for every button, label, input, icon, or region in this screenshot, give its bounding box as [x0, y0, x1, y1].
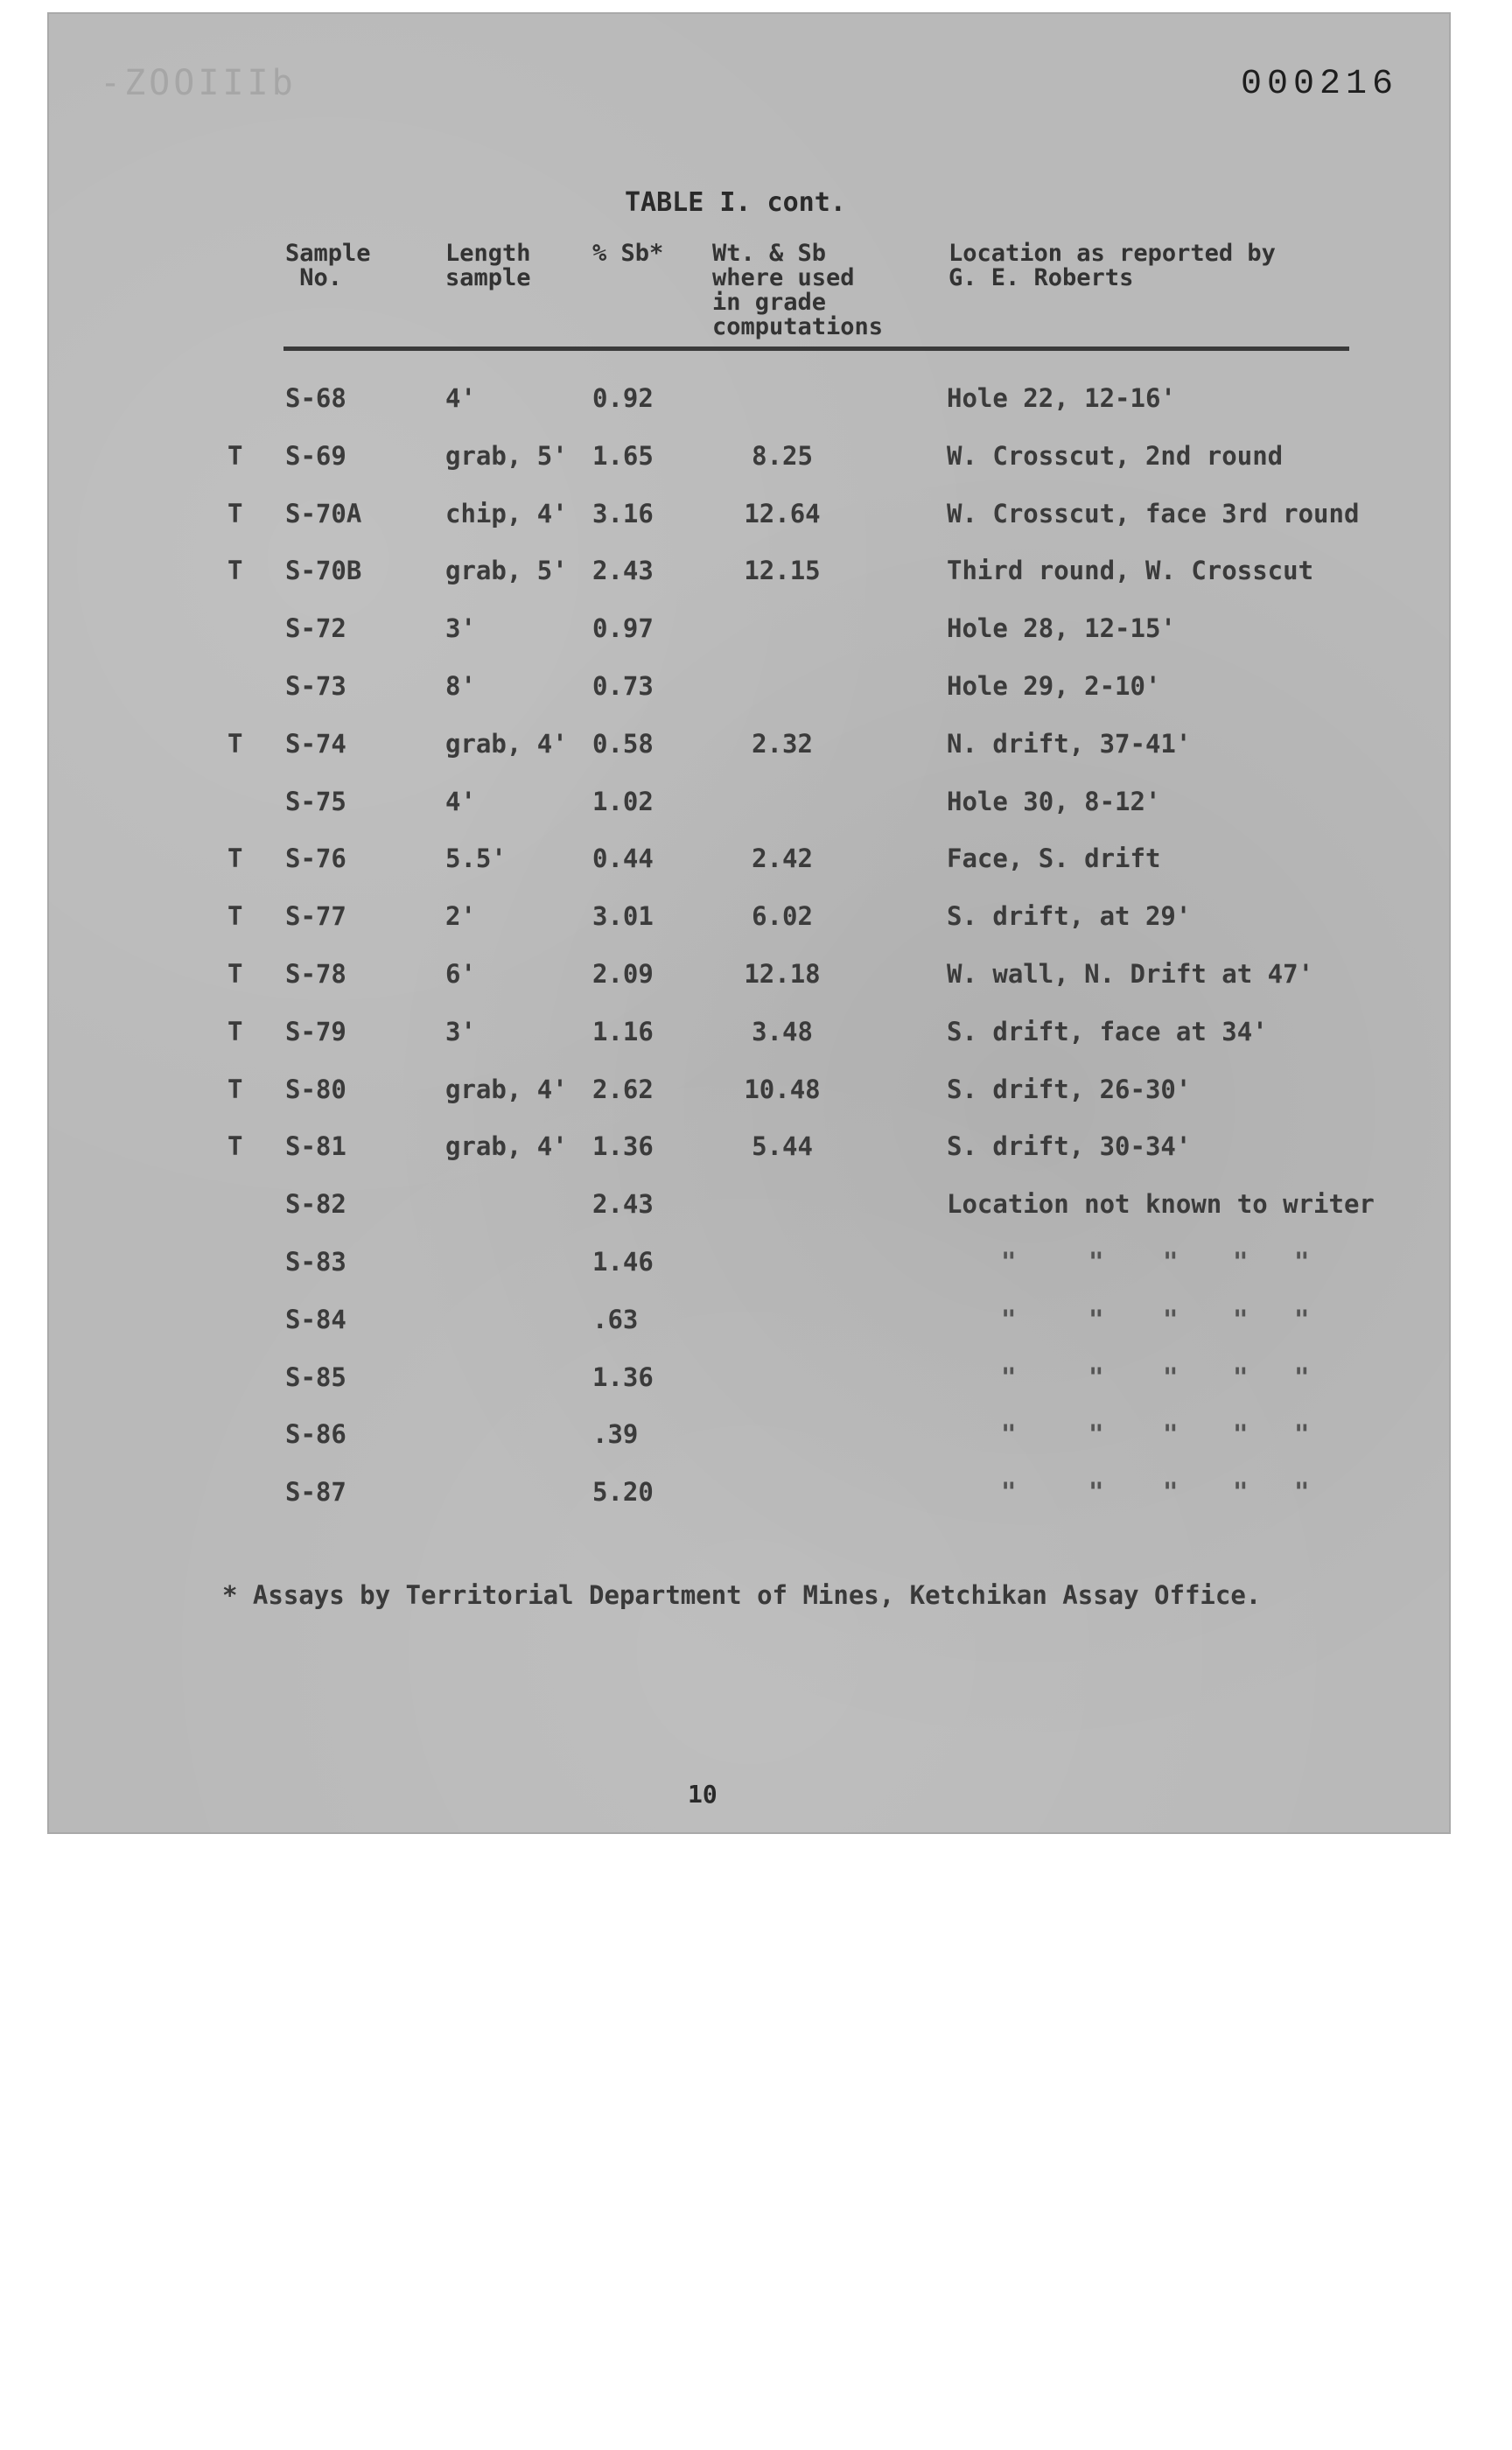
sample-number: S-75 [285, 786, 346, 816]
ditto-mark: " [1163, 1477, 1179, 1508]
sample-number: S-74 [285, 728, 346, 759]
percent-sb: 3.01 [592, 901, 654, 932]
table-row [47, 787, 1451, 822]
row-mark: T [228, 498, 243, 528]
ditto-mark: " [1088, 1304, 1104, 1334]
header-length-sample: Length sample [445, 240, 531, 291]
table-row [47, 613, 1451, 648]
percent-sb: 1.16 [592, 1016, 654, 1046]
percent-sb: 1.02 [592, 786, 654, 816]
wt-sb: 12.18 [744, 959, 821, 989]
ditto-mark: " [1294, 1304, 1310, 1334]
ditto-mark: " [1088, 1419, 1104, 1450]
length-sample: chip, 4' [445, 498, 568, 528]
percent-sb: 5.20 [592, 1477, 654, 1508]
sample-number: S-83 [285, 1247, 346, 1277]
wt-sb: 2.32 [752, 728, 813, 759]
table-row [47, 499, 1451, 534]
sample-number: S-68 [285, 383, 346, 413]
sample-number: S-70A [285, 498, 362, 528]
sample-number: S-85 [285, 1362, 346, 1392]
table-row [47, 959, 1451, 994]
location: S. drift, face at 34' [947, 1016, 1268, 1046]
ditto-mark: " [1001, 1247, 1017, 1277]
length-sample: 5.5' [445, 844, 507, 874]
sample-number: S-80 [285, 1074, 346, 1104]
ditto-mark: " [1163, 1247, 1179, 1277]
length-sample: 3' [445, 1016, 476, 1046]
table-title: TABLE I. cont. [625, 187, 846, 218]
ditto-mark: " [1088, 1477, 1104, 1508]
ditto-mark: " [1233, 1477, 1249, 1508]
percent-sb: 0.73 [592, 671, 654, 701]
document-number: 000216 [1240, 65, 1398, 104]
location: W. Crosscut, face 3rd round [947, 498, 1360, 528]
wt-sb: 6.02 [752, 901, 813, 932]
length-sample: grab, 5' [445, 440, 568, 471]
row-mark: T [228, 556, 243, 586]
percent-sb: 2.62 [592, 1074, 654, 1104]
wt-sb: 10.48 [744, 1074, 821, 1104]
length-sample: 2' [445, 901, 476, 932]
table-row [47, 1419, 1451, 1454]
page-number: 10 [688, 1780, 718, 1809]
header-rule [284, 346, 1349, 351]
table-row [47, 1074, 1451, 1110]
sample-number: S-76 [285, 844, 346, 874]
percent-sb: 1.36 [592, 1362, 654, 1392]
table-row [47, 671, 1451, 706]
sample-number: S-82 [285, 1189, 346, 1220]
percent-sb: 1.46 [592, 1247, 654, 1277]
ditto-mark: " [1001, 1419, 1017, 1450]
ditto-mark: " [1294, 1419, 1310, 1450]
percent-sb: 0.97 [592, 613, 654, 644]
ditto-mark: " [1163, 1304, 1179, 1334]
sample-number: S-73 [285, 671, 346, 701]
row-mark: T [228, 901, 243, 932]
wt-sb: 2.42 [752, 844, 813, 874]
ditto-mark: " [1001, 1304, 1017, 1334]
length-sample: 6' [445, 959, 476, 989]
table-row [47, 844, 1451, 878]
row-mark: T [228, 440, 243, 471]
location: S. drift, at 29' [947, 901, 1192, 932]
length-sample: 8' [445, 671, 476, 701]
header-percent-sb: % Sb* [592, 240, 664, 267]
faint-header-mark: -ZOOIIIb [100, 63, 297, 103]
table-row [47, 1477, 1451, 1512]
sample-number: S-81 [285, 1131, 346, 1162]
ditto-mark: " [1233, 1304, 1249, 1334]
table-row [47, 901, 1451, 936]
footnote: * Assays by Territorial Department of Mines, Ketchikan Assay Office. [222, 1580, 1262, 1610]
ditto-mark: " [1163, 1362, 1179, 1392]
ditto-mark: " [1233, 1419, 1249, 1450]
location: Hole 29, 2-10' [947, 671, 1161, 701]
percent-sb: 1.65 [592, 440, 654, 471]
header-sample-no: Sample No. [285, 240, 371, 291]
row-mark: T [228, 728, 243, 759]
table-row [47, 441, 1451, 476]
row-mark: T [228, 1016, 243, 1046]
location: W. wall, N. Drift at 47' [947, 959, 1314, 989]
row-mark: T [228, 959, 243, 989]
document-page [47, 12, 1451, 1834]
wt-sb: 3.48 [752, 1016, 813, 1046]
location: Hole 22, 12-16' [947, 383, 1176, 413]
percent-sb: 3.16 [592, 498, 654, 528]
table-row [47, 1362, 1451, 1397]
percent-sb: 2.09 [592, 959, 654, 989]
sample-number: S-87 [285, 1477, 346, 1508]
sample-number: S-78 [285, 959, 346, 989]
header-wt-sb: Wt. & Sb where used in grade computations [712, 240, 884, 340]
ditto-mark: " [1233, 1247, 1249, 1277]
ditto-mark: " [1233, 1362, 1249, 1392]
location: Hole 30, 8-12' [947, 786, 1161, 816]
ditto-mark: " [1294, 1477, 1310, 1508]
ditto-mark: " [1088, 1247, 1104, 1277]
location: Location not known to writer [947, 1189, 1375, 1220]
location: S. drift, 30-34' [947, 1131, 1192, 1162]
wt-sb: 12.64 [744, 498, 821, 528]
table-row [47, 1131, 1451, 1166]
length-sample: 4' [445, 383, 476, 413]
table-row [47, 1305, 1451, 1340]
wt-sb: 12.15 [744, 556, 821, 586]
ditto-mark: " [1001, 1477, 1017, 1508]
ditto-mark: " [1088, 1362, 1104, 1392]
length-sample: grab, 4' [445, 1074, 568, 1104]
header-location: Location as reported by G. E. Roberts [948, 240, 1276, 291]
percent-sb: 2.43 [592, 556, 654, 586]
percent-sb: .39 [592, 1419, 639, 1450]
percent-sb: 1.36 [592, 1131, 654, 1162]
wt-sb: 5.44 [752, 1131, 813, 1162]
location: Face, S. drift [947, 844, 1161, 874]
ditto-mark: " [1163, 1419, 1179, 1450]
sample-number: S-77 [285, 901, 346, 932]
row-mark: T [228, 1074, 243, 1104]
percent-sb: 0.58 [592, 728, 654, 759]
length-sample: grab, 4' [445, 1131, 568, 1162]
sample-number: S-69 [285, 440, 346, 471]
sample-number: S-86 [285, 1419, 346, 1450]
table-row [47, 1247, 1451, 1282]
location: N. drift, 37-41' [947, 728, 1192, 759]
table-row [47, 1017, 1451, 1052]
table-row [47, 556, 1451, 591]
length-sample: 4' [445, 786, 476, 816]
sample-number: S-72 [285, 613, 346, 644]
wt-sb: 8.25 [752, 440, 813, 471]
ditto-mark: " [1001, 1362, 1017, 1392]
percent-sb: 2.43 [592, 1189, 654, 1220]
location: S. drift, 26-30' [947, 1074, 1192, 1104]
length-sample: grab, 4' [445, 728, 568, 759]
table-row [47, 1189, 1451, 1224]
location: Third round, W. Crosscut [947, 556, 1314, 586]
length-sample: 3' [445, 613, 476, 644]
table-row [47, 383, 1451, 418]
sample-number: S-84 [285, 1304, 346, 1334]
row-mark: T [228, 1131, 243, 1162]
percent-sb: .63 [592, 1304, 639, 1334]
sample-number: S-79 [285, 1016, 346, 1046]
sample-number: S-70B [285, 556, 362, 586]
percent-sb: 0.44 [592, 844, 654, 874]
ditto-mark: " [1294, 1247, 1310, 1277]
table-row [47, 729, 1451, 764]
location: Hole 28, 12-15' [947, 613, 1176, 644]
length-sample: grab, 5' [445, 556, 568, 586]
location: W. Crosscut, 2nd round [947, 440, 1284, 471]
ditto-mark: " [1294, 1362, 1310, 1392]
row-mark: T [228, 844, 243, 874]
percent-sb: 0.92 [592, 383, 654, 413]
